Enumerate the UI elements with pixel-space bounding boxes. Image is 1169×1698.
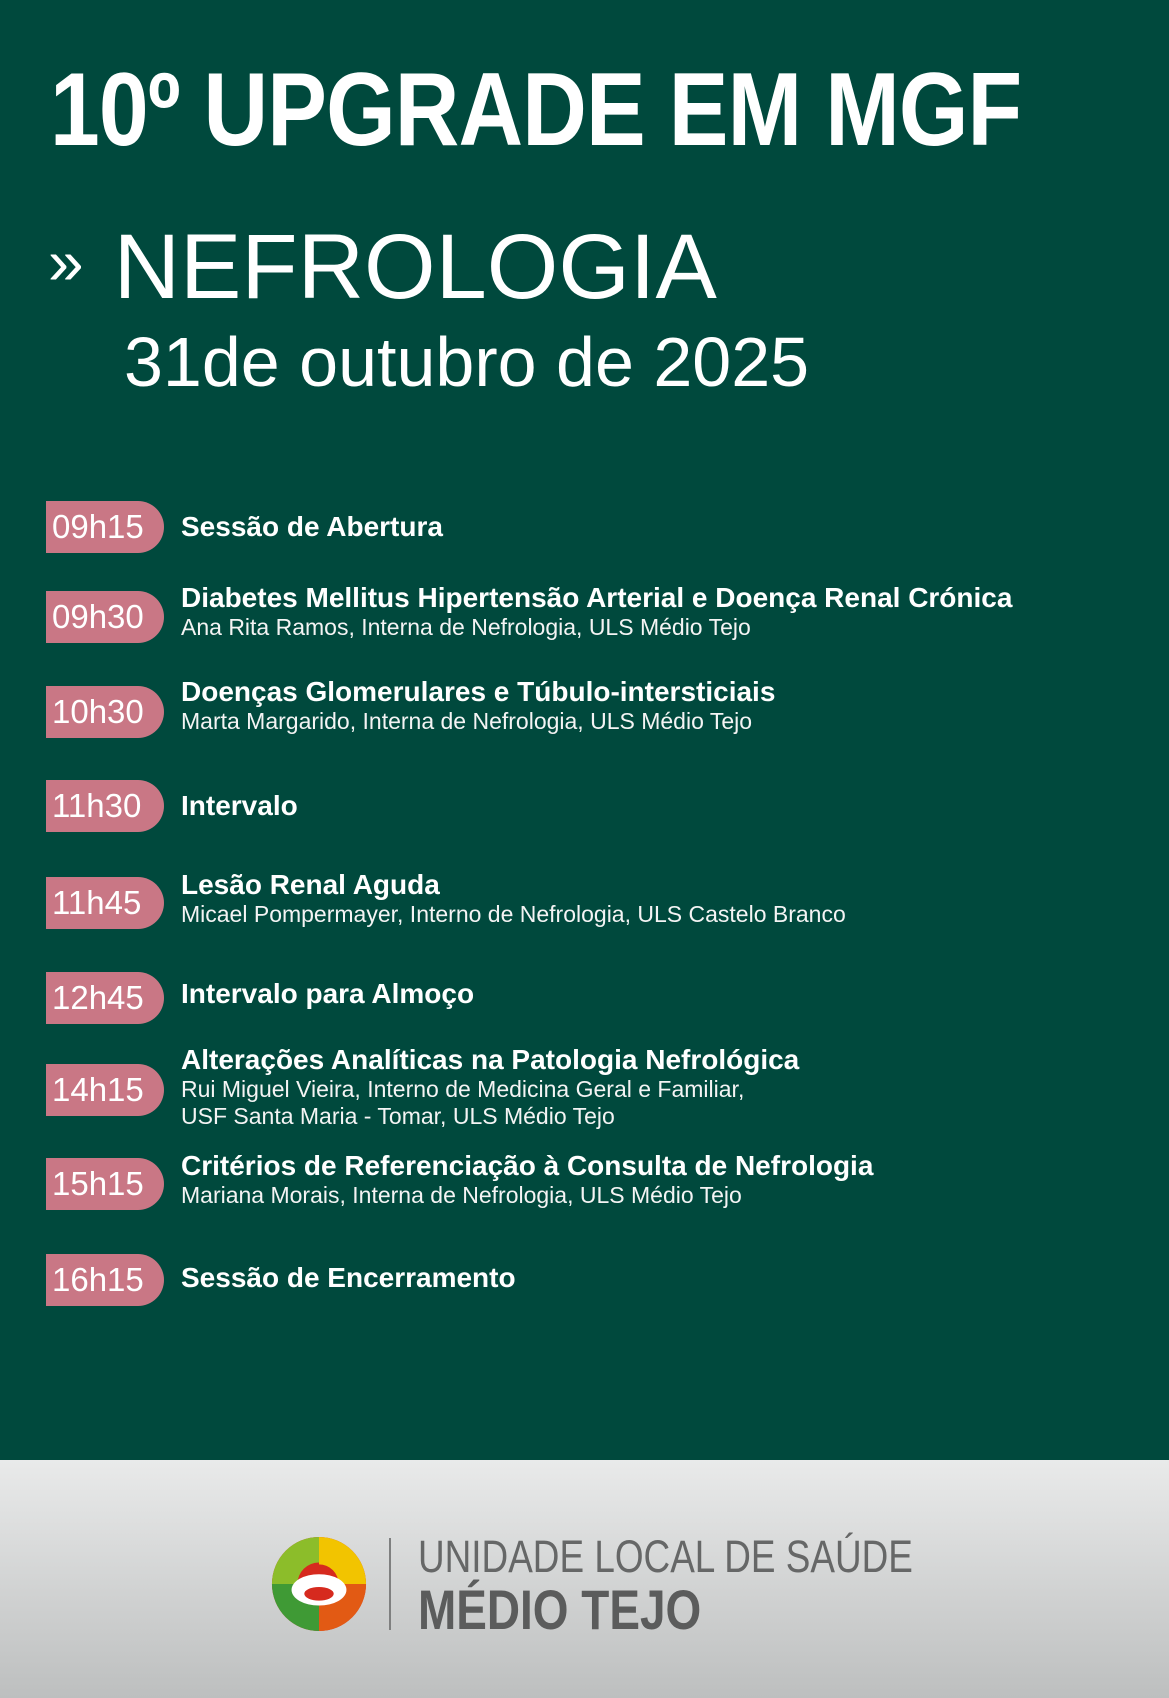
agenda-item-text — [181, 978, 474, 1010]
chevron-icon: » — [48, 226, 84, 298]
agenda-item-text — [181, 790, 298, 822]
agenda-item-speaker: Micael Pompermayer, Interno de Nefrologia, ULS Castelo Branco — [181, 901, 846, 927]
agenda-item-text — [181, 1044, 799, 1130]
agenda-item-title: Intervalo para Almoço — [181, 978, 475, 1009]
time-badge: 10h30 — [46, 686, 164, 738]
agenda-item-speaker: Rui Miguel Vieira, Interno de Medicina Geral e Familiar, — [181, 1076, 745, 1102]
org-name-line1: UNIDADE LOCAL DE SAÚDE — [418, 1531, 913, 1582]
time-badge: 09h15 — [46, 501, 164, 553]
time-badge: 09h30 — [46, 591, 164, 643]
agenda-item-text — [181, 1262, 516, 1294]
agenda-item-speaker: Marta Margarido, Interna de Nefrologia, ULS Médio Tejo — [181, 708, 753, 734]
org-name-line2: MÉDIO TEJO — [418, 1578, 702, 1641]
agenda-item-speaker: USF Santa Maria - Tomar, ULS Médio Tejo — [181, 1103, 615, 1129]
event-title: 10º UPGRADE EM MGF — [50, 52, 1022, 168]
agenda-item-title: Sessão de Encerramento — [181, 1262, 516, 1293]
agenda-item-speaker: Ana Rita Ramos, Interna de Nefrologia, ULS Médio Tejo — [181, 614, 751, 640]
logo-divider — [389, 1538, 391, 1630]
time-badge: 15h15 — [46, 1158, 164, 1210]
agenda-item-title: Alterações Analíticas na Patologia Nefrológica — [181, 1044, 800, 1075]
agenda-item-title: Critérios de Referenciação à Consulta de Nefrologia — [181, 1150, 874, 1181]
agenda-item-title: Diabetes Mellitus Hipertensão Arterial e Doença Renal Crónica — [181, 582, 1013, 613]
agenda-item-title: Intervalo — [181, 790, 298, 821]
time-badge: 16h15 — [46, 1254, 164, 1306]
time-badge: 11h30 — [46, 780, 164, 832]
time-badge: 12h45 — [46, 972, 164, 1024]
agenda-item-title: Lesão Renal Aguda — [181, 869, 440, 900]
agenda-item-text — [181, 511, 443, 543]
subtitle-text: NEFROLOGIA — [113, 216, 717, 318]
event-date: 31de outubro de 2025 — [124, 323, 810, 401]
uls-medio-tejo-logo-icon — [270, 1535, 368, 1633]
time-badge: 11h45 — [46, 877, 164, 929]
agenda-item-text — [181, 869, 846, 928]
agenda-item-text — [181, 1150, 873, 1209]
agenda-item-text — [181, 676, 775, 735]
agenda-item-title: Doenças Glomerulares e Túbulo-intersticiais — [181, 676, 776, 707]
time-badge: 14h15 — [46, 1064, 164, 1116]
agenda-item-speaker: Mariana Morais, Interna de Nefrologia, ULS Médio Tejo — [181, 1182, 742, 1208]
agenda-item-text — [181, 582, 1012, 641]
agenda-item-title: Sessão de Abertura — [181, 511, 443, 542]
